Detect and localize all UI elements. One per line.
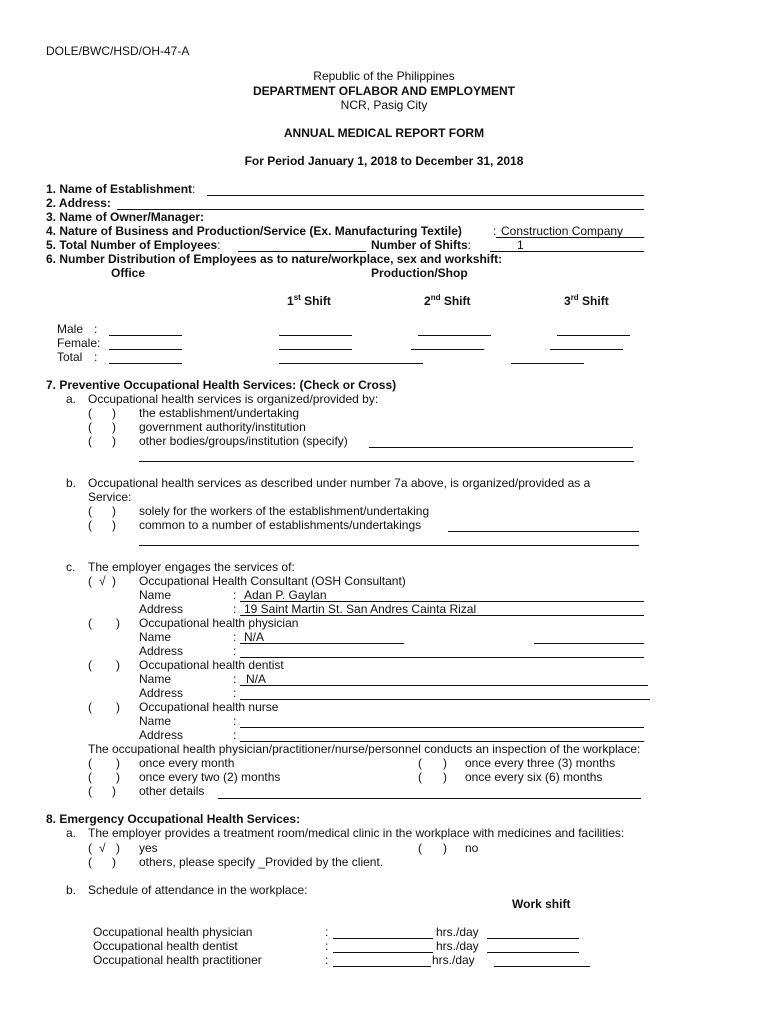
field-4-colon: : bbox=[493, 224, 497, 238]
checkbox-freq-monthly[interactable]: ( bbox=[88, 756, 92, 770]
field-3-label: 3. Name of Owner/Manager: bbox=[46, 210, 205, 224]
consultant-address-field[interactable] bbox=[240, 615, 644, 616]
checkbox-nurse[interactable]: ( bbox=[88, 700, 92, 714]
option-7a-3: other bodies/groups/institution (specify) bbox=[139, 434, 348, 448]
common-establishments-field[interactable] bbox=[448, 531, 639, 532]
shifts-label: Number of Shifts: bbox=[371, 238, 472, 252]
option-7a-1: the establishment/undertaking bbox=[139, 406, 300, 420]
department-name: DEPARTMENT OFLABOR AND EMPLOYMENT bbox=[253, 84, 515, 98]
section-8b-text: Schedule of attendance in the workplace: bbox=[88, 883, 308, 897]
freq-two-months-label: once every two (2) months bbox=[139, 770, 281, 784]
dentist-hours-field[interactable] bbox=[333, 952, 433, 953]
option-7b-2: common to a number of establishments/undertakings bbox=[139, 518, 422, 532]
female-shift3-field[interactable] bbox=[550, 349, 623, 350]
field-2-label: 2. Address: bbox=[46, 196, 111, 210]
practitioner-shift-field[interactable] bbox=[494, 966, 590, 967]
physician-address-field[interactable] bbox=[240, 657, 644, 658]
consultant-name-value: Adan P. Gaylan bbox=[244, 588, 327, 602]
section-7b-text-2: Service: bbox=[88, 490, 132, 504]
checkbox-freq-six-months[interactable]: ( bbox=[418, 770, 422, 784]
nurse-label: Occupational health nurse bbox=[139, 700, 279, 714]
department-location: NCR, Pasig City bbox=[340, 98, 428, 112]
total-label: Total bbox=[57, 350, 83, 364]
form-title: ANNUAL MEDICAL REPORT FORM bbox=[283, 126, 485, 140]
clinic-others-label: others, please specify _Provided by the client. bbox=[139, 855, 384, 869]
checkbox-clinic-no[interactable]: ( bbox=[418, 841, 422, 855]
total-shift2-field[interactable] bbox=[350, 363, 423, 364]
checkbox-dentist[interactable]: ( bbox=[88, 658, 92, 672]
consultant-address-value: 19 Saint Martin St. San Andres Cainta Rizal bbox=[244, 602, 477, 616]
physician-name-field[interactable] bbox=[240, 643, 404, 644]
section-8a-text: The employer provides a treatment room/medical clinic in the workplace with medicines and facilities: bbox=[88, 826, 625, 840]
dentist-name-field[interactable] bbox=[240, 685, 648, 686]
other-bodies-field[interactable] bbox=[369, 447, 633, 448]
checkbox-clinic-yes[interactable]: ( bbox=[88, 841, 92, 855]
section-7-title: 7. Preventive Occupational Health Services: (Check or Cross) bbox=[46, 378, 397, 392]
clinic-no-label: no bbox=[465, 841, 479, 855]
physician-label: Occupational health physician bbox=[139, 616, 299, 630]
physician-shift-field[interactable] bbox=[487, 938, 579, 939]
total-office-field[interactable] bbox=[109, 363, 182, 364]
male-label: Male bbox=[57, 322, 84, 336]
clinic-yes-label: yes bbox=[139, 841, 158, 855]
female-office-field[interactable] bbox=[109, 349, 182, 350]
dentist-address-field[interactable] bbox=[240, 699, 650, 700]
schedule-physician-label: Occupational health physician bbox=[93, 925, 253, 939]
male-shift3-field[interactable] bbox=[557, 335, 630, 336]
checkbox-7a-2[interactable]: ( bbox=[88, 420, 92, 434]
check-mark-clinic-yes: √ bbox=[99, 841, 106, 855]
male-shift1-field[interactable] bbox=[279, 335, 352, 336]
schedule-practitioner-label: Occupational health practitioner bbox=[93, 953, 262, 967]
nurse-name-field[interactable] bbox=[240, 727, 644, 728]
checkbox-consultant[interactable]: ( bbox=[88, 574, 92, 588]
physician-name-value: N/A bbox=[244, 630, 265, 644]
form-code: DOLE/BWC/HSD/OH-47-A bbox=[46, 44, 190, 58]
freq-six-months-label: once every six (6) months bbox=[465, 770, 603, 784]
field-6-label: 6. Number Distribution of Employees as to nature/workplace, sex and workshift: bbox=[46, 252, 503, 266]
option-7a-2: government authority/institution bbox=[139, 420, 306, 434]
female-label: Female: bbox=[57, 336, 101, 350]
checkbox-7a-1[interactable]: ( bbox=[88, 406, 92, 420]
field-4-label: 4. Nature of Business and Production/Service (Ex. Manufacturing Textile) bbox=[46, 224, 462, 238]
checkbox-physician[interactable]: ( bbox=[88, 616, 92, 630]
freq-monthly-label: once every month bbox=[139, 756, 235, 770]
checkbox-7a-3[interactable]: ( bbox=[88, 434, 92, 448]
dentist-label: Occupational health dentist bbox=[139, 658, 284, 672]
male-office-field[interactable] bbox=[109, 335, 182, 336]
check-mark-consultant: √ bbox=[99, 574, 106, 588]
practitioner-hours-field[interactable] bbox=[333, 966, 431, 967]
dentist-name-value: N/A bbox=[246, 672, 267, 686]
report-period: For Period January 1, 2018 to December 31, 2018 bbox=[244, 154, 524, 168]
production-heading: Production/Shop bbox=[371, 266, 468, 280]
section-7b-text: Occupational health services as described under number 7a above, is organized/provided as a bbox=[88, 476, 591, 490]
office-heading: Office bbox=[111, 266, 146, 280]
section-7a-text: Occupational health services is organized/provided by: bbox=[88, 392, 379, 406]
republic-line: Republic of the Philippines bbox=[313, 69, 455, 83]
inspection-text: The occupational health physician/practitioner/nurse/personnel conducts an inspection of the workplace: bbox=[88, 742, 641, 756]
business-nature-value: Construction Company bbox=[501, 224, 624, 238]
checkbox-freq-other[interactable]: ( bbox=[88, 784, 92, 798]
freq-other-label: other details bbox=[139, 784, 205, 798]
physician-name-field-2[interactable] bbox=[534, 643, 644, 644]
shift-2-heading: 2nd Shift bbox=[424, 293, 471, 308]
physician-hours-field[interactable] bbox=[333, 938, 433, 939]
freq-three-months-label: once every three (3) months bbox=[465, 756, 616, 770]
field-1-label: 1. Name of Establishment: bbox=[46, 182, 196, 196]
female-shift2-field[interactable] bbox=[411, 349, 484, 350]
field-5-label: 5. Total Number of Employees: bbox=[46, 238, 221, 252]
establishment-name-field[interactable] bbox=[207, 195, 644, 196]
total-shift1-field[interactable] bbox=[279, 363, 352, 364]
schedule-dentist-label: Occupational health dentist bbox=[93, 939, 238, 953]
other-bodies-field-2[interactable] bbox=[139, 461, 634, 462]
shifts-field[interactable] bbox=[490, 251, 644, 252]
checkbox-freq-two-months[interactable]: ( bbox=[88, 770, 92, 784]
work-shift-heading: Work shift bbox=[512, 897, 571, 911]
checkbox-freq-three-months[interactable]: ( bbox=[418, 756, 422, 770]
shift-3-heading: 3rd Shift bbox=[564, 293, 609, 308]
consultant-label: Occupational Health Consultant (OSH Consultant) bbox=[139, 574, 406, 588]
shifts-value: 1 bbox=[517, 238, 524, 252]
checkbox-clinic-others[interactable]: ( bbox=[88, 855, 92, 869]
other-details-field[interactable] bbox=[218, 798, 641, 799]
shift-1-heading: 1st Shift bbox=[287, 293, 331, 308]
total-shift3-field[interactable] bbox=[511, 363, 584, 364]
dentist-shift-field[interactable] bbox=[487, 952, 579, 953]
checkbox-7b-1[interactable]: ( bbox=[88, 504, 92, 518]
male-shift2-field[interactable] bbox=[418, 335, 491, 336]
checkbox-7b-2[interactable]: ( bbox=[88, 518, 92, 532]
section-8-title: 8. Emergency Occupational Health Services: bbox=[46, 812, 301, 826]
female-shift1-field[interactable] bbox=[279, 349, 352, 350]
common-establishments-field-2[interactable] bbox=[139, 545, 639, 546]
section-7c-text: The employer engages the services of: bbox=[88, 560, 295, 574]
option-7b-1: solely for the workers of the establishment/undertaking bbox=[139, 504, 430, 518]
